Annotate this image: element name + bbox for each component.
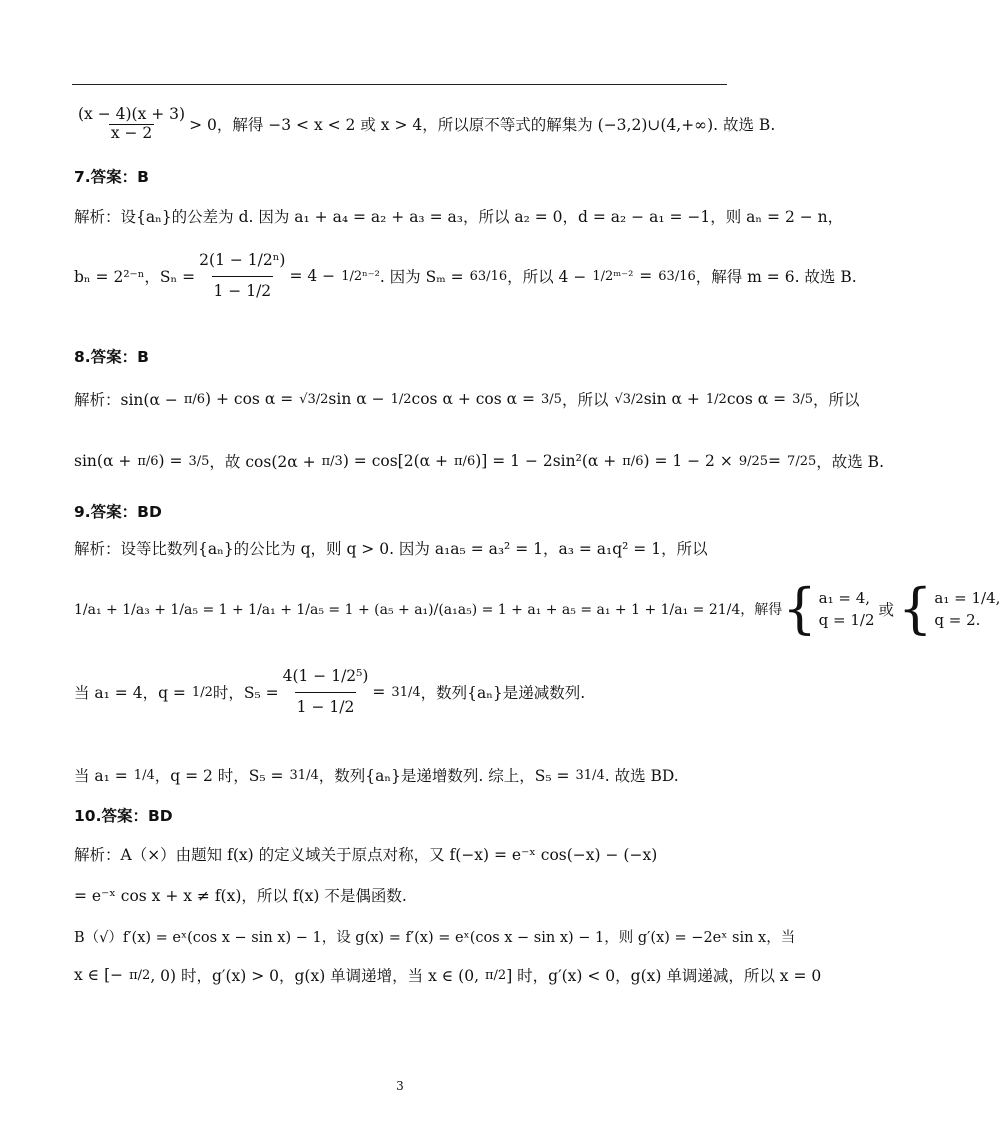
q9-line-3: 当 a₁ = 4，q = 1/2 时，S₅ = $\frac{\text{4(1 − 1/2⁵)}}{1 - 1/2}$ = 31/4 ，数列{aₙ}是递减数列. bbox=[74, 667, 586, 716]
q8-heading: 8.答案：B bbox=[74, 348, 149, 366]
q10-line-2: = e⁻ˣ cos x + x ≠ f(x)，所以 f(x) 不是偶函数. bbox=[74, 887, 407, 905]
q9-line-4: 当 a₁ = 1/4 ，q = 2 时，S₅ = 31/4 ，数列{aₙ}是递增数列. 综上，S₅ = 31/4 . 故选 BD. bbox=[74, 767, 679, 785]
q7-heading: 7.答案：B bbox=[74, 168, 149, 186]
q9-line-1: 解析：设等比数列{aₙ}的公比为 q，则 q > 0. 因为 a₁a₅ = a₃² = 1，a₃ = a₁q² = 1，所以 bbox=[74, 540, 708, 558]
brace-left-2: { bbox=[898, 577, 933, 640]
q7-line-1: 解析：设{aₙ}的公差为 d. 因为 a₁ + a₄ = a₂ + a₃ = a₃，所以 a₂ = 0，d = a₂ − a₁ = −1，则 aₙ = 2 − n， bbox=[74, 208, 844, 226]
q6-fraction: $\frac{(x - 4)(x + 3)}{x - 2}$ bbox=[78, 105, 186, 142]
q8-line-1: 解析：sin(α − π/6 ) + cos α = √3/2 sin α − 1/2 cos α + cos α = 3/5 ，所以 √3/2 sin α + 1/2 cos α = 3/5 ，所以 bbox=[74, 390, 860, 409]
q8-line-2: sin(α + π/6 ) = 3/5 ，故 cos(2α + π/3 ) = cos[2(α + π/6 )] = 1 − 2sin²(α + π/6 ) = 1 − 2 × 9/25 = 7/25 ，故选 B. bbox=[74, 452, 884, 471]
q10-heading: 10.答案：BD bbox=[74, 807, 173, 825]
q10-line-3: B（√）f′(x) = eˣ(cos x − sin x) − 1，设 g(x) = f′(x) = eˣ(cos x − sin x) − 1，则 g′(x) = −2eˣ sin x，当 bbox=[74, 930, 796, 946]
brace-left-1: { bbox=[782, 577, 817, 640]
page-number: 3 bbox=[396, 1079, 404, 1093]
q9-s5-fraction: $\frac{\text{4(1 − 1/2⁵)}}{1 - 1/2}$ bbox=[282, 667, 369, 716]
q9-system-1: a₁ = 4, q = 1/2 bbox=[818, 588, 875, 629]
q9-system-2: a₁ = 1/4, q = 2. bbox=[934, 588, 1000, 629]
q10-line-1: 解析：A（×）由题知 f(x) 的定义域关于原点对称，又 f(−x) = e⁻ˣ cos(−x) − (−x) bbox=[74, 846, 658, 864]
q6-line: $\frac{(x - 4)(x + 3)}{x - 2}$ > 0，解得 −3 < x < 2 或 x > 4，所以原不等式的解集为 (−3,2)∪(4,+∞). 故选 B. bbox=[78, 105, 776, 142]
q10-line-4: x ∈ [− π/2 , 0) 时，g′(x) > 0，g(x) 单调递增，当 x ∈ (0, π/2 ] 时，g′(x) < 0，g(x) 单调递减，所以 x = 0 bbox=[74, 966, 822, 985]
q7-sn-fraction: $\frac{\text{2(1 − 1/2ⁿ)}}{1 - 1/2}$ bbox=[199, 251, 286, 300]
q7-line-2: bₙ = 2²⁻ⁿ，Sₙ = $\frac{\text{2(1 − 1/2ⁿ)}}{1 - 1/2}$ = 4 − 1/2ⁿ⁻² . 因为 Sₘ = 63/16 ，所以 4 − 1/2ᵐ⁻² = 63/16 ，解得 m = 6. 故选 B. bbox=[74, 251, 857, 300]
header-rule bbox=[72, 84, 727, 85]
q9-line-2: 1/a₁ + 1/a₃ + 1/a₅ = 1 + 1/a₁ + 1/a₅ = 1 + (a₅ + a₁)/(a₁a₅) = 1 + a₁ + a₅ = a₁ + 1 + 1/a₁ = 21/4，解得 { a₁ = 4, q = 1/2 或 { a₁ = 1/4, q = 2. bbox=[74, 577, 1000, 640]
q9-heading: 9.答案：BD bbox=[74, 503, 162, 521]
